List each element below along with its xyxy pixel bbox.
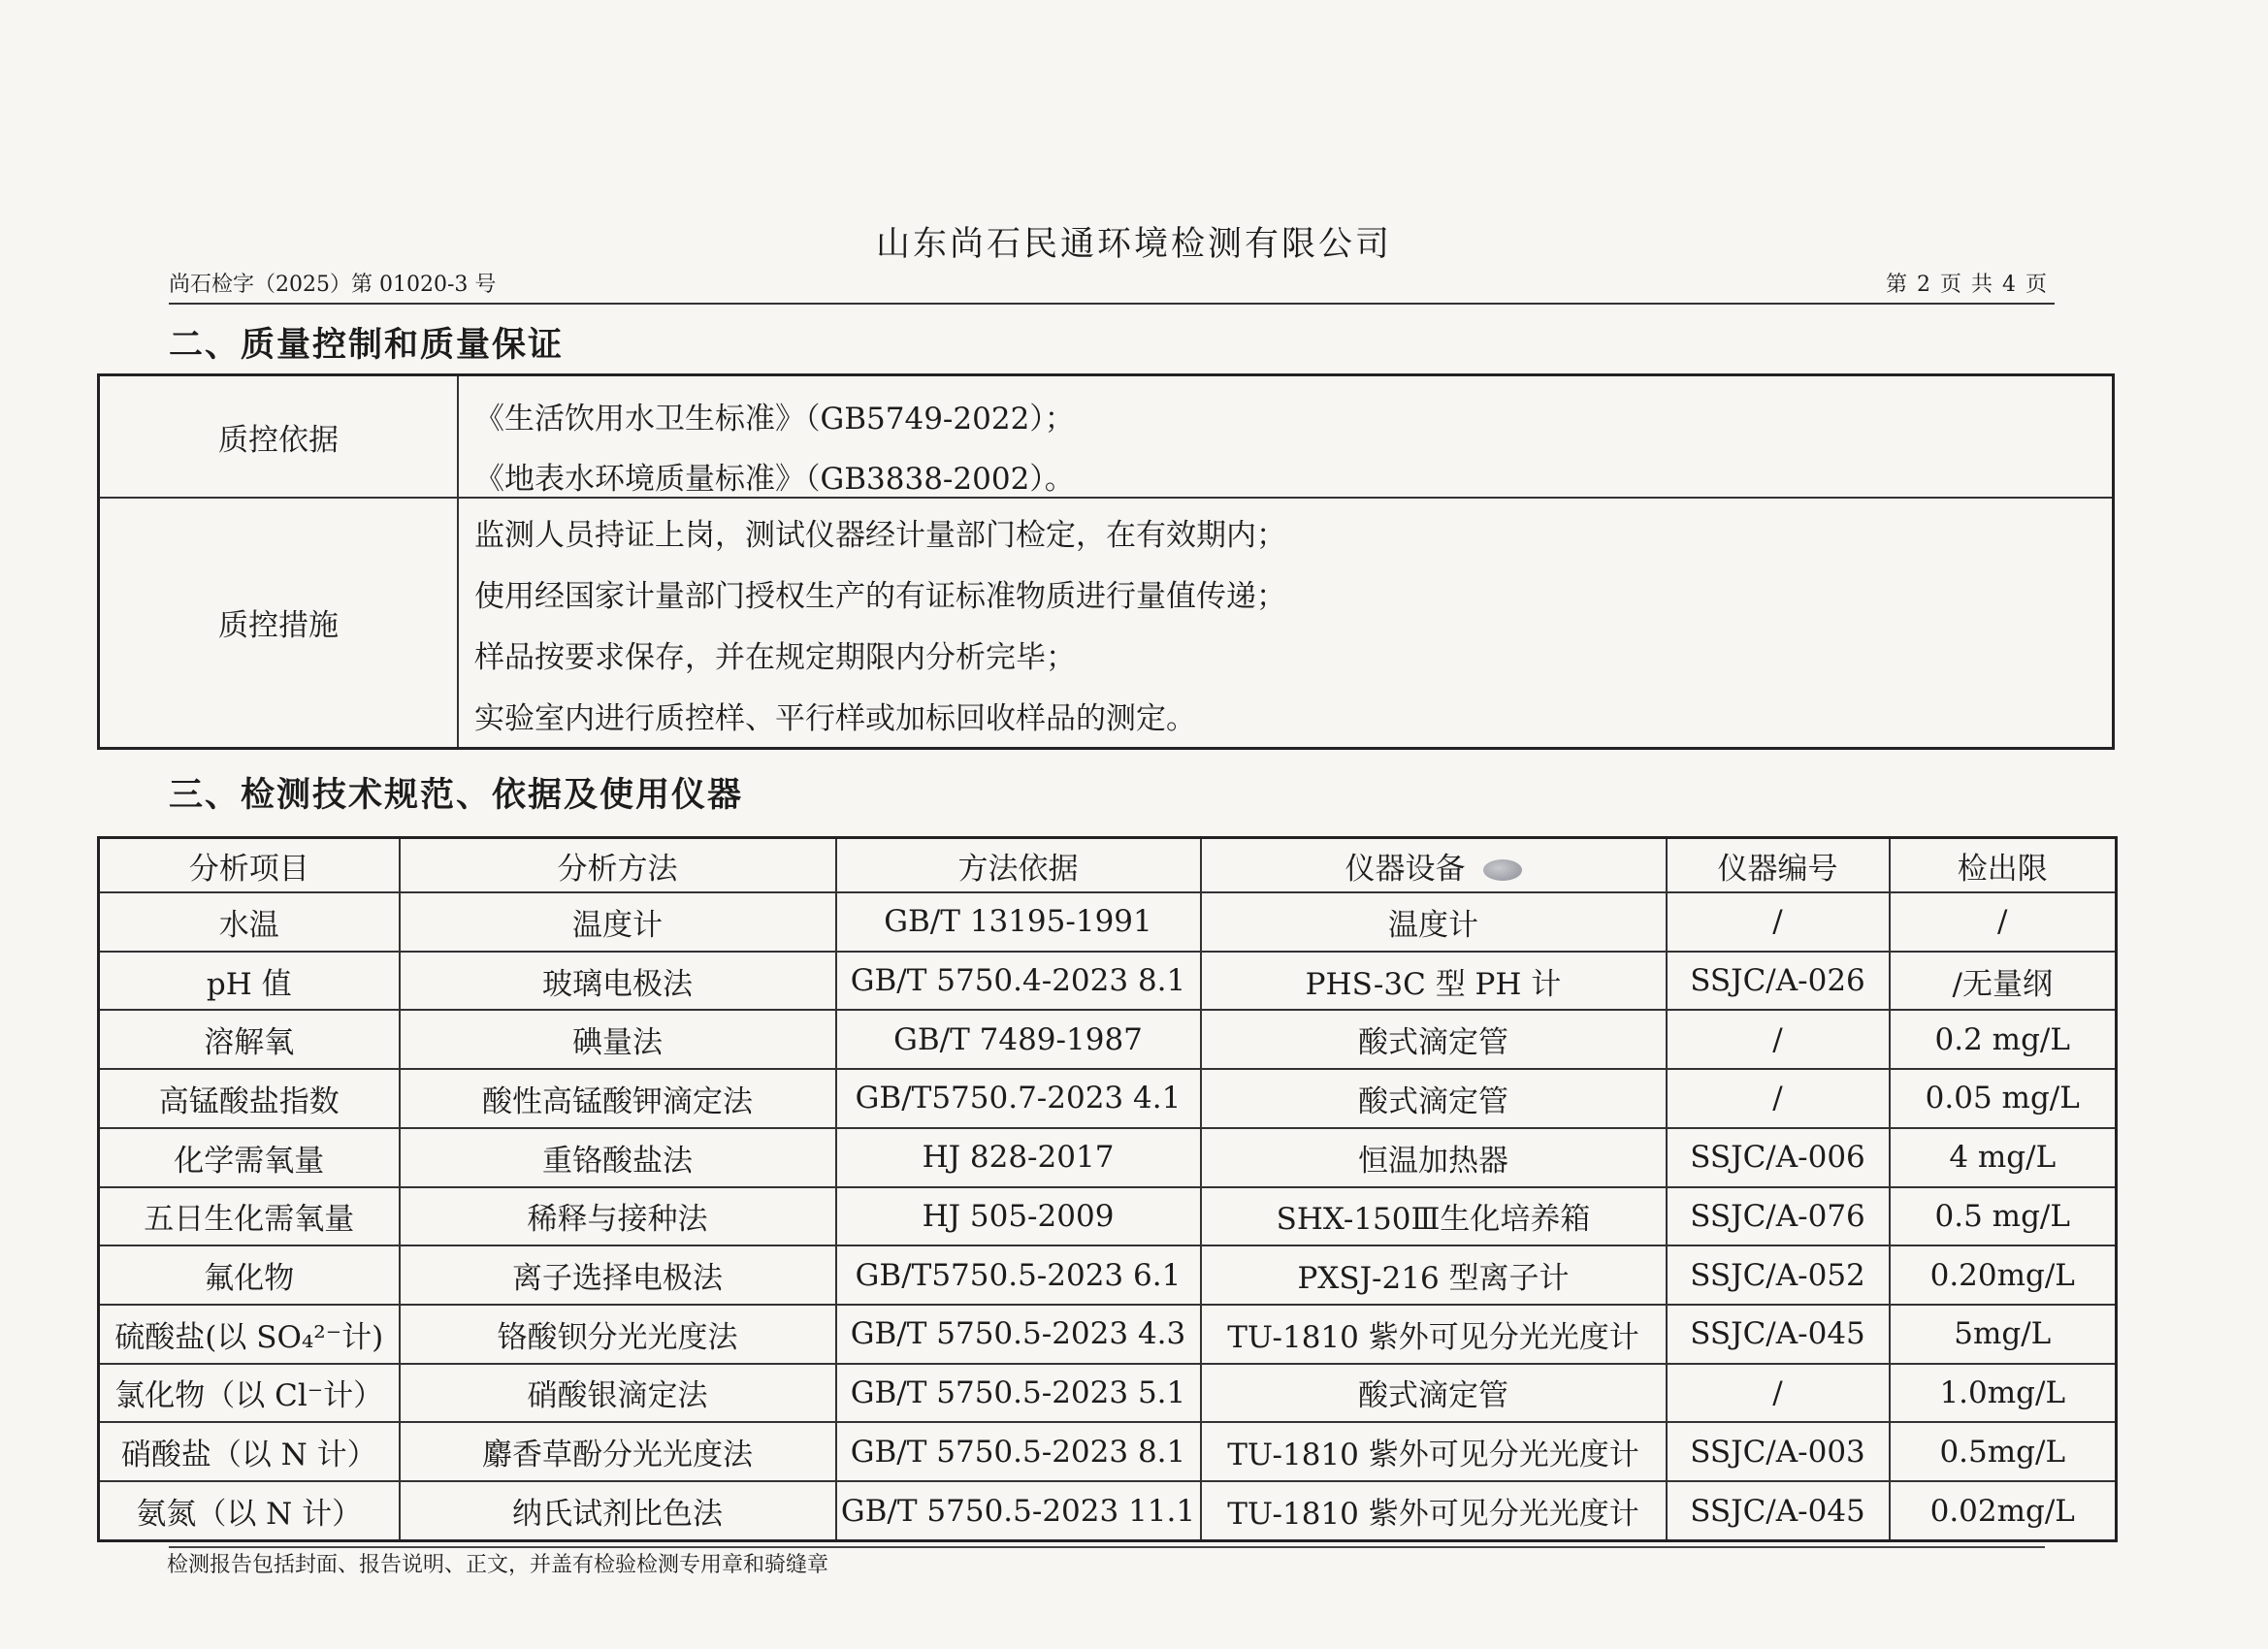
header-instrument xyxy=(1201,838,1667,893)
cell-instrument: 酸式滴定管 xyxy=(1201,1069,1667,1128)
qc-basis-line: 《地表水环境质量标准》（GB3838-2002）。 xyxy=(474,462,1075,497)
table-row xyxy=(99,1128,2117,1187)
cell-item: 硝酸盐（以 N 计） xyxy=(99,1422,400,1481)
cell-instrument: TU-1810 紫外可见分光光度计 xyxy=(1201,1481,1667,1540)
cell-detection-limit: 4 mg/L xyxy=(1890,1128,2117,1187)
cell-instrument-id: / xyxy=(1667,892,1890,952)
table-row xyxy=(99,1069,2117,1128)
footer-note: 检测报告包括封面、报告说明、正文，并盖有检验检测专用章和骑缝章 xyxy=(167,1553,829,1577)
page-label-ye2: 页 xyxy=(2025,273,2049,297)
cell-instrument: 酸式滴定管 xyxy=(1201,1364,1667,1423)
table-row xyxy=(99,1187,2117,1246)
cell-detection-limit: 0.2 mg/L xyxy=(1890,1010,2117,1069)
company-name: 山东尚石民通环境检测有限公司 xyxy=(875,225,1392,264)
page-label-gong: 共 xyxy=(1970,273,1994,297)
table-header-row xyxy=(99,838,2117,893)
cell-basis: GB/T 5750.5-2023 11.1 xyxy=(836,1481,1201,1540)
qc-basis-line: 《生活饮用水卫生标准》（GB5749-2022）； xyxy=(474,402,1075,436)
cell-detection-limit: 1.0mg/L xyxy=(1890,1364,2117,1423)
header-basis: 方法依据 xyxy=(836,838,1201,893)
cell-item: pH 值 xyxy=(99,952,400,1011)
report-number: 尚石检字（2025）第 01020-3 号 xyxy=(169,273,497,297)
cell-instrument-id: SSJC/A-006 xyxy=(1667,1128,1890,1187)
cell-instrument-id: SSJC/A-045 xyxy=(1667,1305,1890,1364)
cell-item: 高锰酸盐指数 xyxy=(99,1069,400,1128)
cell-method: 玻璃电极法 xyxy=(400,952,836,1011)
cell-instrument-id: SSJC/A-026 xyxy=(1667,952,1890,1011)
cell-basis: HJ 828-2017 xyxy=(836,1128,1201,1187)
cell-method: 温度计 xyxy=(400,892,836,952)
cell-instrument: 恒温加热器 xyxy=(1201,1128,1667,1187)
cell-method: 稀释与接种法 xyxy=(400,1187,836,1246)
section-title-methods: 三、检测技术规范、依据及使用仪器 xyxy=(169,775,744,815)
table-row xyxy=(99,1422,2117,1481)
page-label-ye: 页 xyxy=(1939,273,1963,297)
cell-method: 硝酸银滴定法 xyxy=(400,1364,836,1423)
cell-basis: GB/T 5750.5-2023 4.3 xyxy=(836,1305,1201,1364)
qc-measures-row xyxy=(100,497,2112,747)
cell-basis: GB/T 5750.5-2023 5.1 xyxy=(836,1364,1201,1423)
cell-item: 化学需氧量 xyxy=(99,1128,400,1187)
cell-item: 五日生化需氧量 xyxy=(99,1187,400,1246)
cell-instrument: SHX-150Ⅲ生化培养箱 xyxy=(1201,1187,1667,1246)
cell-item: 氯化物（以 Cl⁻计） xyxy=(99,1364,400,1423)
cell-basis: GB/T 5750.4-2023 8.1 xyxy=(836,952,1201,1011)
qc-basis-content xyxy=(474,376,2092,497)
header-item: 分析项目 xyxy=(99,838,400,893)
cell-instrument-id: SSJC/A-003 xyxy=(1667,1422,1890,1481)
header-instrument-id: 仪器编号 xyxy=(1667,838,1890,893)
qc-measures-line: 监测人员持证上岗，测试仪器经计量部门检定，在有效期内； xyxy=(474,518,1286,553)
qc-measures-line: 使用经国家计量部门授权生产的有证标准物质进行量值传递； xyxy=(474,579,1286,614)
cell-method: 纳氏试剂比色法 xyxy=(400,1481,836,1540)
table-row xyxy=(99,1481,2117,1540)
cell-instrument-id: SSJC/A-052 xyxy=(1667,1245,1890,1305)
cell-item: 氨氮（以 N 计） xyxy=(99,1481,400,1540)
cell-instrument-id: SSJC/A-076 xyxy=(1667,1187,1890,1246)
cell-instrument: PHS-3C 型 PH 计 xyxy=(1201,952,1667,1011)
cell-basis: GB/T5750.5-2023 6.1 xyxy=(836,1245,1201,1305)
cell-method: 离子选择电极法 xyxy=(400,1245,836,1305)
cell-basis: GB/T 5750.5-2023 8.1 xyxy=(836,1422,1201,1481)
table-row xyxy=(99,952,2117,1011)
cell-method: 碘量法 xyxy=(400,1010,836,1069)
cell-detection-limit: /无量纲 xyxy=(1890,952,2117,1011)
header-method: 分析方法 xyxy=(400,838,836,893)
cell-detection-limit: 0.5 mg/L xyxy=(1890,1187,2117,1246)
table-row xyxy=(99,1364,2117,1423)
page-current: 2 xyxy=(1916,273,1932,297)
cell-instrument: TU-1810 紫外可见分光光度计 xyxy=(1201,1305,1667,1364)
cell-detection-limit: 0.02mg/L xyxy=(1890,1481,2117,1540)
cell-instrument: 酸式滴定管 xyxy=(1201,1010,1667,1069)
cell-basis: GB/T5750.7-2023 4.1 xyxy=(836,1069,1201,1128)
cell-item: 硫酸盐(以 SO₄²⁻计) xyxy=(99,1305,400,1364)
cell-detection-limit: 0.05 mg/L xyxy=(1890,1069,2117,1128)
cell-method: 麝香草酚分光光度法 xyxy=(400,1422,836,1481)
qc-basis-row xyxy=(100,376,2112,499)
methods-table xyxy=(97,836,2118,1542)
header-divider xyxy=(169,303,2055,305)
cell-instrument: 温度计 xyxy=(1201,892,1667,952)
ink-smudge-mark xyxy=(1483,859,1522,881)
header-instrument-label: 仪器设备 xyxy=(1345,851,1466,887)
cell-detection-limit: 5mg/L xyxy=(1890,1305,2117,1364)
cell-detection-limit: / xyxy=(1890,892,2117,952)
page-number xyxy=(1882,268,2053,298)
cell-instrument: TU-1810 紫外可见分光光度计 xyxy=(1201,1422,1667,1481)
cell-item: 氟化物 xyxy=(99,1245,400,1305)
table-row xyxy=(99,1010,2117,1069)
quality-control-table xyxy=(97,373,2115,750)
qc-measures-content xyxy=(474,497,2092,747)
header-detection-limit: 检出限 xyxy=(1890,838,2117,893)
cell-basis: GB/T 7489-1987 xyxy=(836,1010,1201,1069)
cell-instrument-id: / xyxy=(1667,1364,1890,1423)
page-label-di: 第 xyxy=(1885,273,1909,297)
table-row xyxy=(99,892,2117,952)
qc-basis-label: 质控依据 xyxy=(100,376,459,497)
cell-instrument: PXSJ-216 型离子计 xyxy=(1201,1245,1667,1305)
table-row xyxy=(99,1305,2117,1364)
cell-item: 溶解氧 xyxy=(99,1010,400,1069)
cell-method: 酸性高锰酸钾滴定法 xyxy=(400,1069,836,1128)
cell-method: 铬酸钡分光光度法 xyxy=(400,1305,836,1364)
section-title-quality: 二、质量控制和质量保证 xyxy=(169,325,565,365)
cell-instrument-id: / xyxy=(1667,1010,1890,1069)
table-row xyxy=(99,1245,2117,1305)
cell-item: 水温 xyxy=(99,892,400,952)
cell-method: 重铬酸盐法 xyxy=(400,1128,836,1187)
qc-measures-line: 样品按要求保存，并在规定期限内分析完毕； xyxy=(474,640,1076,675)
cell-detection-limit: 0.5mg/L xyxy=(1890,1422,2117,1481)
cell-instrument-id: SSJC/A-045 xyxy=(1667,1481,1890,1540)
cell-detection-limit: 0.20mg/L xyxy=(1890,1245,2117,1305)
cell-basis: HJ 505-2009 xyxy=(836,1187,1201,1246)
cell-basis: GB/T 13195-1991 xyxy=(836,892,1201,952)
qc-measures-label: 质控措施 xyxy=(100,497,459,747)
qc-measures-line: 实验室内进行质控样、平行样或加标回收样品的测定。 xyxy=(474,701,1196,736)
page-total: 4 xyxy=(2001,273,2018,297)
cell-instrument-id: / xyxy=(1667,1069,1890,1128)
